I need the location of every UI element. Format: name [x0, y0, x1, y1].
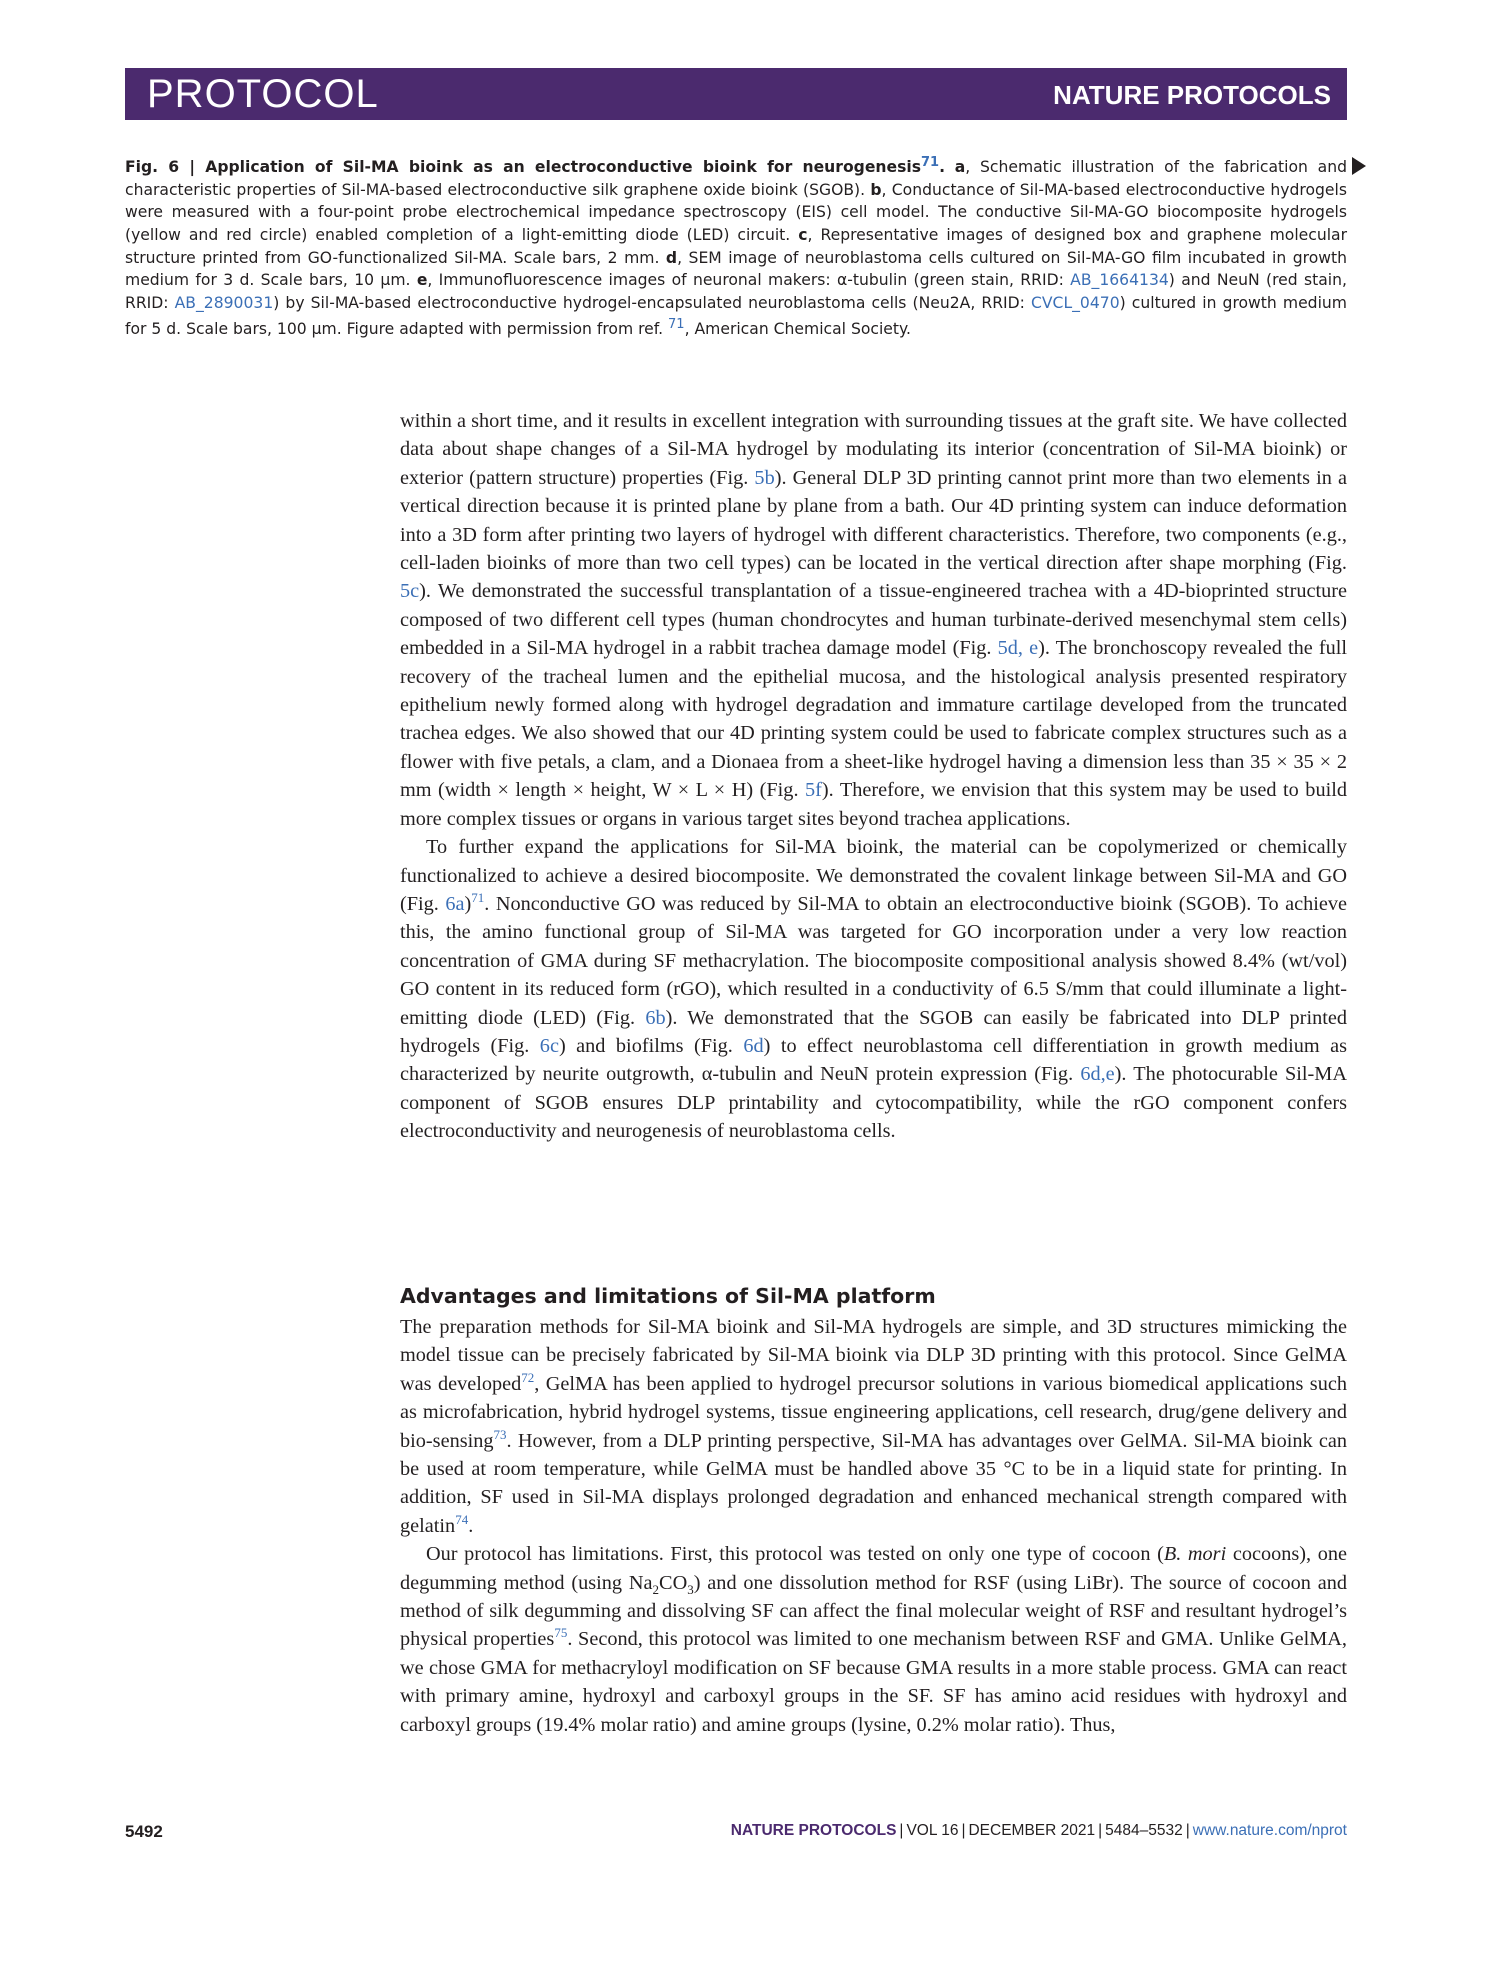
ref-link[interactable]: 73: [493, 1426, 507, 1442]
figure-link[interactable]: 5f: [805, 779, 822, 802]
rrid-link[interactable]: CVCL_0470: [1031, 293, 1120, 312]
footer-pages: 5484–5532: [1105, 1822, 1183, 1839]
body-text-lower: [400, 1313, 1347, 1739]
panel-c-label: c: [798, 225, 808, 244]
continue-arrow-icon: [1352, 157, 1366, 175]
figure-link[interactable]: 5d, e: [997, 637, 1039, 660]
section-label: PROTOCOL: [147, 72, 379, 116]
ref-link[interactable]: 74: [455, 1512, 469, 1528]
ref-link[interactable]: 72: [521, 1370, 535, 1386]
figure-link[interactable]: 5c: [400, 580, 420, 603]
figure-link[interactable]: 6d,e: [1080, 1063, 1115, 1086]
figure-link[interactable]: 5b: [754, 466, 775, 489]
ref-link[interactable]: 71: [471, 890, 485, 906]
page-header-bar: [125, 68, 1347, 120]
figure-link[interactable]: 6a: [445, 892, 465, 915]
rrid-link[interactable]: AB_2890031: [174, 293, 274, 312]
paragraph: within a short time, and it results in excellent integration with surrounding tissues at the graft site. We have collected data about shape changes of a Sil-MA hydrogel by modulating its interior (concentration of Sil-MA bioink) or exterior (pattern structure) properties (Fig. 5b). General DLP 3D printing cannot print more than two elements in a vertical direction because it is printed plane by plane from a bath. Our 4D printing system can induce deformation into a 3D form after printing two layers of hydrogel with different characteristics. Therefore, two components (e.g., cell-laden bioinks of more than two cell types) can be located in the vertical direction after shape morphing (Fig. 5c). We demonstrated the successful transplantation of a tissue-engineered trachea with a 4D-bioprinted structure composed of two different cell types (human chondrocytes and human turbinate-derived mesenchymal stem cells) embedded in a Sil-MA hydrogel in a rabbit trachea damage model (Fig. 5d, e). The bronchoscopy revealed the full recovery of the tracheal lumen and the epithelial mucosa, and the histological analysis presented respiratory epithelium newly formed along with hydrogel degradation and immature cartilage developed from the truncated trachea edges. We also showed that our 4D printing system could be used to fabricate complex structures such as a flower with five petals, a clam, and a Dionaea from a sheet-like hydrogel having a dimension less than 35 × 35 × 2 mm (width × length × height, W × L × H) (Fig. 5f). Therefore, we envision that this system may be used to build more complex tissues or organs in various target sites beyond trachea applications.: [400, 410, 1347, 830]
footer-journal: NATURE PROTOCOLS: [730, 1822, 897, 1839]
panel-b-label: b: [870, 180, 882, 199]
figure-link[interactable]: 6b: [645, 1006, 666, 1029]
footer-date: DECEMBER 2021: [968, 1822, 1096, 1839]
fig-label: Fig. 6 | Application of Sil-MA bioink as an electroconductive bioink for neurogenesis: [125, 158, 921, 177]
section-heading: Advantages and limitations of Sil-MA platform: [400, 1284, 936, 1308]
panel-d-label: d: [665, 248, 678, 267]
rrid-link[interactable]: AB_1664134: [1070, 271, 1169, 290]
footer-citation: NATURE PROTOCOLS | VOL 16 | DECEMBER 2021 | 5484–5532 | www.nature.com/nprot: [730, 1822, 1347, 1839]
ref-link[interactable]: 75: [554, 1625, 568, 1641]
journal-label: NATURE PROTOCOLS: [1053, 80, 1331, 110]
page-number: 5492: [125, 1822, 163, 1841]
figure-caption: Fig. 6 | Application of Sil-MA bioink as an electroconductive bioink for neurogenesis$^{71}$. a, Schematic illustration of the fabrication and characteristic properties of Sil-MA-based electroconductive silk graphene oxide bioink (SGOB). b, Conductance of Sil-MA-based electroconductive hydrogels were measured with a four-point probe electrochemical impedance spectroscopy (EIS) cell model. The conductive Sil-MA-GO biocomposite hydrogels (yellow and red circle) enabled completion of a light-emitting diode (LED) circuit. c, Representative images of designed box and graphene molecular structure printed from GO-functionalized Sil-MA. Scale bars, 2 mm. d, SEM image of neuroblastoma cells cultured on Sil-MA-GO film incubated in growth medium for 3 d. Scale bars, 10 μm. e, Immunofluorescence images of neuronal makers: α-tubulin (green stain, RRID: AB_1664134) and NeuN (red stain, RRID: AB_2890031) by Sil-MA-based electroconductive hydrogel-encapsulated neuroblastoma cells (Neu2A, RRID: CVCL_0470) cultured in growth medium for 5 d. Scale bars, 100 μm. Figure adapted with permission from ref. $^{71}$, American Chemical Society.: [125, 155, 1348, 339]
body-text-upper: [400, 407, 1347, 1146]
footer-volume: VOL 16: [906, 1822, 959, 1839]
figure-link[interactable]: 6c: [539, 1034, 559, 1057]
paragraph: The preparation methods for Sil-MA bioink and Sil-MA hydrogels are simple, and 3D structures mimicking the model tissue can be precisely fabricated by Sil-MA bioink via DLP 3D printing with this protocol. Since GelMA was developed$^{72}$, GelMA has been applied to hydrogel precursor solutions in various biomedical applications such as microfabrication, hybrid hydrogel systems, tissue engineering applications, cell research, drug/gene delivery and bio-sensing$^{73}$. However, from a DLP printing perspective, Sil-MA has advantages over GelMA. Sil-MA bioink can be used at room temperature, while GelMA must be handled above 35 °C to be in a liquid state for printing. In addition, SF used in Sil-MA displays prolonged degradation and enhanced mechanical strength compared with gelatin$^{74}$.: [400, 1316, 1347, 1537]
panel-e-label: e: [416, 271, 428, 290]
footer-url-link[interactable]: www.nature.com/nprot: [1192, 1822, 1347, 1839]
figure-link[interactable]: 6d: [743, 1034, 764, 1057]
paragraph: To further expand the applications for Sil-MA bioink, the material can be copolymerized or chemically functionalized to achieve a desired biocomposite. We demonstrated the covalent linkage between Sil-MA and GO (Fig. 6a)$^{71}$. Nonconductive GO was reduced by Sil-MA to obtain an electroconductive bioink (SGOB). To achieve this, the amino functional group of Sil-MA was targeted for GO incorporation under a very low reaction concentration of GMA during SF methacrylation. The biocomposite compositional analysis showed 8.4% (wt/vol) GO content in its reduced form (rGO), which resulted in a conductivity of 6.5 S/mm that could illuminate a light-emitting diode (LED) (Fig. 6b). We demonstrated that the SGOB can easily be fabricated into DLP printed hydrogels (Fig. 6c) and biofilms (Fig. 6d) to effect neuroblastoma cell differentiation in growth medium as characterized by neurite outgrowth, α-tubulin and NeuN protein expression (Fig. 6d,e). The photocurable Sil-MA component of SGOB ensures DLP printability and cytocompatibility, while the rGO component confers electroconductivity and neurogenesis of neuroblastoma cells.: [400, 836, 1347, 1143]
fig-ref-link[interactable]: 71: [920, 155, 940, 170]
ref-link[interactable]: 71: [668, 317, 685, 333]
panel-a-label: a: [954, 158, 966, 177]
paragraph: Our protocol has limitations. First, this protocol was tested on only one type of cocoon (B. mori cocoons), one degumming method (using $Na_2CO_3$) and one dissolution method for RSF (using LiBr). The source of cocoon and method of silk degumming and dissolving SF can affect the final molecular weight of RSF and resultant hydrogel’s physical properties$^{75}$. Second, this protocol was limited to one mechanism between RSF and GMA. Unlike GelMA, we chose GMA for methacryloyl modification on SF because GMA results in a more stable process. GMA can react with primary amine, hydroxyl and carboxyl groups in the SF. SF has amino acid residues with hydroxyl and carboxyl groups (19.4% molar ratio) and amine groups (lysine, 0.2% molar ratio). Thus,: [400, 1543, 1347, 1736]
